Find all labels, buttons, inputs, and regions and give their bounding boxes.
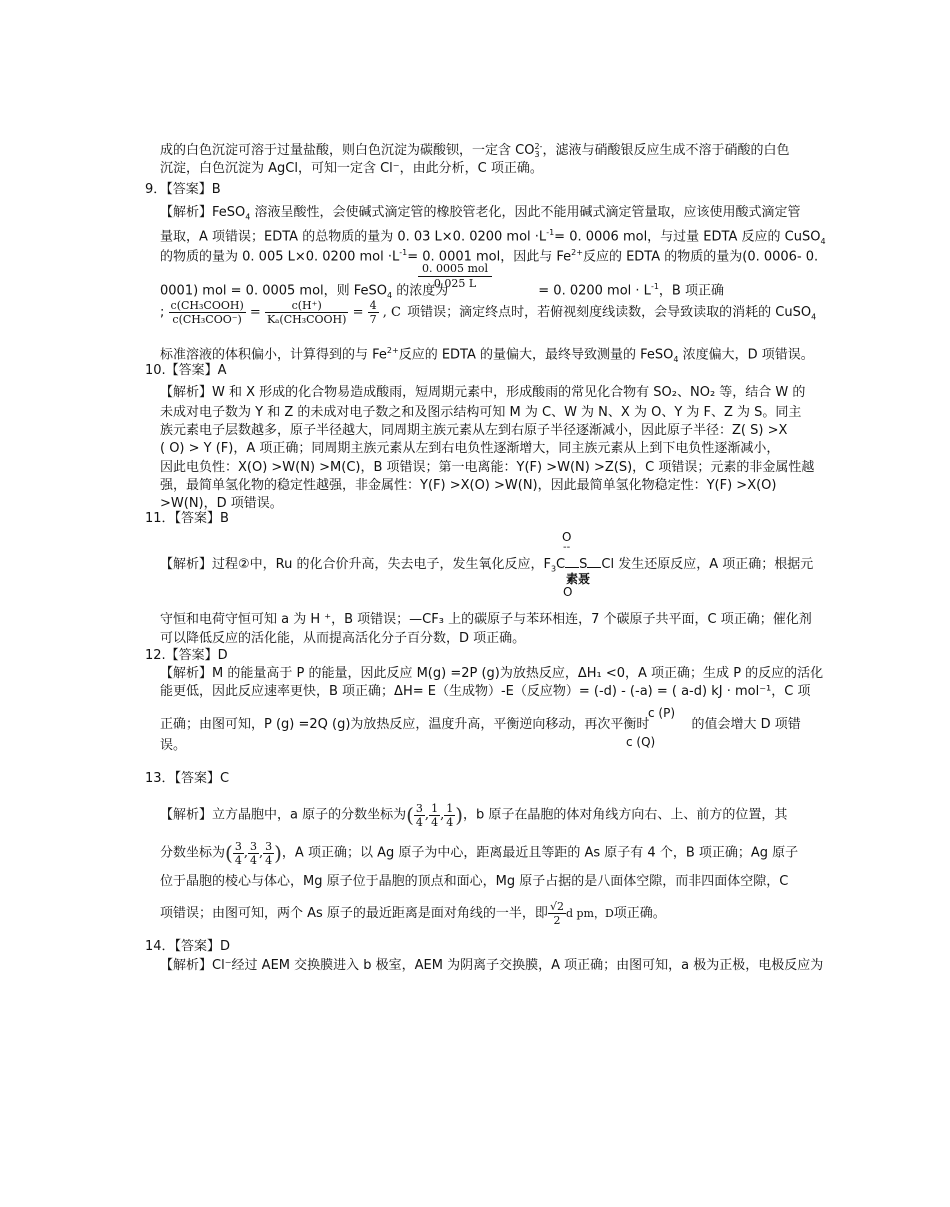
q13-answer: 13．【答案】C [145, 771, 230, 786]
q9-answer: 9．【答案】B [145, 182, 221, 197]
q11-answer: 11．【答案】B [145, 511, 229, 526]
cp-label: c (P) [648, 706, 676, 720]
q11-line-1: 【解析】过程②中，Ru 的化合价升高，失去电子，发生氧化反应，$F_3C$ S Cl 发生还原反应，A 项正确；根据元 [160, 557, 814, 574]
q12-line-3: 正确；由图可知，P (g) =2Q (g)为放热反应，温度升高，平衡逆向移动，再次平衡时 的值会增大 D 项错 [160, 717, 801, 732]
q8-line-2: 沉淀，白色沉淀为 AgCl，可知一定含 Cl⁻，由此分析，C 项正确。 [160, 161, 543, 176]
q9-line-4: 0001) mol = 0. 0005 mol，则 FeSO$_4$ 的浓度为 = 0. 0200 mol · $L^{-1}$，B 项正确 [160, 282, 724, 300]
q10-line-3: 族元素电子层数越多，原子半径越大，同周期主族元素从左到右原子半径逐渐减小，因此原子半径：Z( S) >X [160, 423, 788, 438]
q13-line-2: 分数坐标为( $\frac{3}{4}$ , $\frac{3}{4}$ , $\frac{3}{4}$ )，A 项正确；以 Ag 原子为中心，距离最近且等距的 As 原子有 4 个，B 项正确；Ag 原子 [160, 839, 799, 867]
q9-line-1: 【解析】FeSO$_4$ 溶液呈酸性，会使碱式滴定管的橡胶管老化，因此不能用碱式滴定管量取，应该使用酸式滴定管 [160, 205, 801, 222]
ratio-fraction-3: $\frac{4}{7}$ [369, 299, 377, 326]
q9-line-6: 标准溶液的体积偏小，计算得到的与 $Fe^{2+}$反应的 EDTA 的量偏大，最终导致测量的 FeSO$_4$ 浓度偏大，D 项错误。 [160, 346, 814, 364]
q12-line-2: 能更低，因此反应速率更快，B 项正确；ΔH= E（生成物）-E（反应物）= (-d) - (-a) = ( a-d) kJ · mol⁻¹，C 项 [160, 684, 811, 699]
q11-line-2: 守恒和电荷守恒可知 a 为 H ⁺，B 项错误；—CF₃ 上的碳原子与苯环相连，7 个碳原子共平面，C 项正确；催化剂 [160, 612, 812, 627]
q11-line-3: 可以降低反应的活化能，从而提高活化分子百分数，D 项正确。 [160, 631, 526, 646]
ratio-fraction-1: $\frac{\text{c(CH₃COOH)}}{\text{c(CH₃COO⁻)}}$ [170, 299, 244, 326]
sulfonyl-o-bottom: O [563, 585, 573, 599]
q10-answer: 10.【答案】A [145, 363, 227, 378]
q13-line-1: 【解析】立方晶胞中，a 原子的分数坐标为( $\frac{3}{4}$ , $\frac{1}{4}$ , $\frac{1}{4}$ )，b 原子在晶胞的体对角线方向右、上、前方的位置，其 [160, 801, 788, 829]
q10-line-5: 因此电负性：X(O) >W(N) >M(C)，B 项错误；第一电离能：Y(F) >W(N) >Z(S)，C 项错误；元素的非金属性越 [160, 460, 815, 475]
q10-line-1: 【解析】W 和 X 形成的化合物易造成酸雨，短周期元素中，形成酸雨的常见化合物有 SO₂、NO₂ 等，结合 W 的 [160, 385, 806, 400]
sulfonyl-bond-bottom: 素聂 [566, 572, 591, 586]
sulfonyl-o-top: O [562, 530, 572, 544]
q12-answer: 12.【答案】D [145, 648, 228, 663]
q9-line-2: 量取，A 项错误；EDTA 的总物质的量为 0. 03 L×0. 0200 mol $\cdot L^{-1}= 0$. 0006 mol，与过量 EDTA 反应的 CuSO$_4$ [160, 228, 826, 246]
q10-line-7: >W(N)，D 项错误。 [160, 496, 283, 511]
q14-line-1: 【解析】Cl⁻经过 AEM 交换膜进入 b 极室，AEM 为阴离子交换膜，A 项正确；由图可知，a 极为正极，电极反应为 [160, 958, 824, 973]
q12-line-4: 误。 [160, 738, 187, 753]
q10-line-2: 未成对电子数为 Y 和 Z 的未成对电子数之和及图示结构可知 M 为 C、W 为 N、X 为 O、Y 为 F、Z 为 S。同主 [160, 405, 802, 420]
q9-line-5: ; $\frac{\text{c(CH₃COOH)}}{\text{c(CH₃COO⁻)}}$ = $\frac{c(H^+)}{\text{Kₐ(CH₃COOH)}}$ = $\frac{4}{7}$ , C 项错误；滴定终点时，若俯视刻度线读数，会导致读取的消耗的 CuSO$_4$ [160, 299, 817, 326]
q12-line-1: 【解析】M 的能量高于 P 的能量，因此反应 M(g) =2P (g)为放热反应，ΔH₁ <0，A 项正确；生成 P 的反应的活化 [160, 666, 824, 681]
q9-concentration-fraction: 0. 0005 mol 0 025 L [418, 262, 492, 291]
cq-label: c (Q) [626, 735, 656, 749]
q10-line-4: ( O) > Y (F)，A 项正确；同周期主族元素从左到右电负性逐渐增大，同主族元素从上到下电负性逐渐减小， [160, 441, 780, 456]
q14-answer: 14．【答案】D [145, 939, 231, 954]
q13-line-4: 项错误；由图可知，两个 As 原子的最近距离是面对角线的一半，即 $\frac{√2}{2}$ d pm，D项正确。 [160, 900, 666, 927]
q8-line-1: 成的白色沉淀可溶于过量盐酸，则白色沉淀为碳酸钡，一定含 CO 2- 3 ，滤液与硝酸银反应生成不溶于硝酸的白色 [160, 141, 790, 159]
ratio-fraction-2: $\frac{c(H^+)}{\text{Kₐ(CH₃COOH)}}$ [266, 299, 347, 326]
q9-line-3: 的物质的量为 0. 005 L×0. 0200 mol $\cdot L^{-1}= 0$. 0001 mol，因此与 $Fe^{2+}$反应的 EDTA 的物质的量为(0. 0006- 0. [160, 248, 819, 265]
q10-line-6: 强，最简单氢化物的稳定性越强，非金属性：Y(F) >X(O) >W(N)，因此最简单氢化物稳定性：Y(F) >X(O) [160, 478, 777, 493]
q13-line-3: 位于晶胞的棱心与体心，Mg 原子位于晶胞的顶点和面心，Mg 原子占据的是八面体空隙，而非四面体空隙，C [160, 874, 789, 889]
sulfonyl-bond-top: -- [563, 542, 571, 553]
